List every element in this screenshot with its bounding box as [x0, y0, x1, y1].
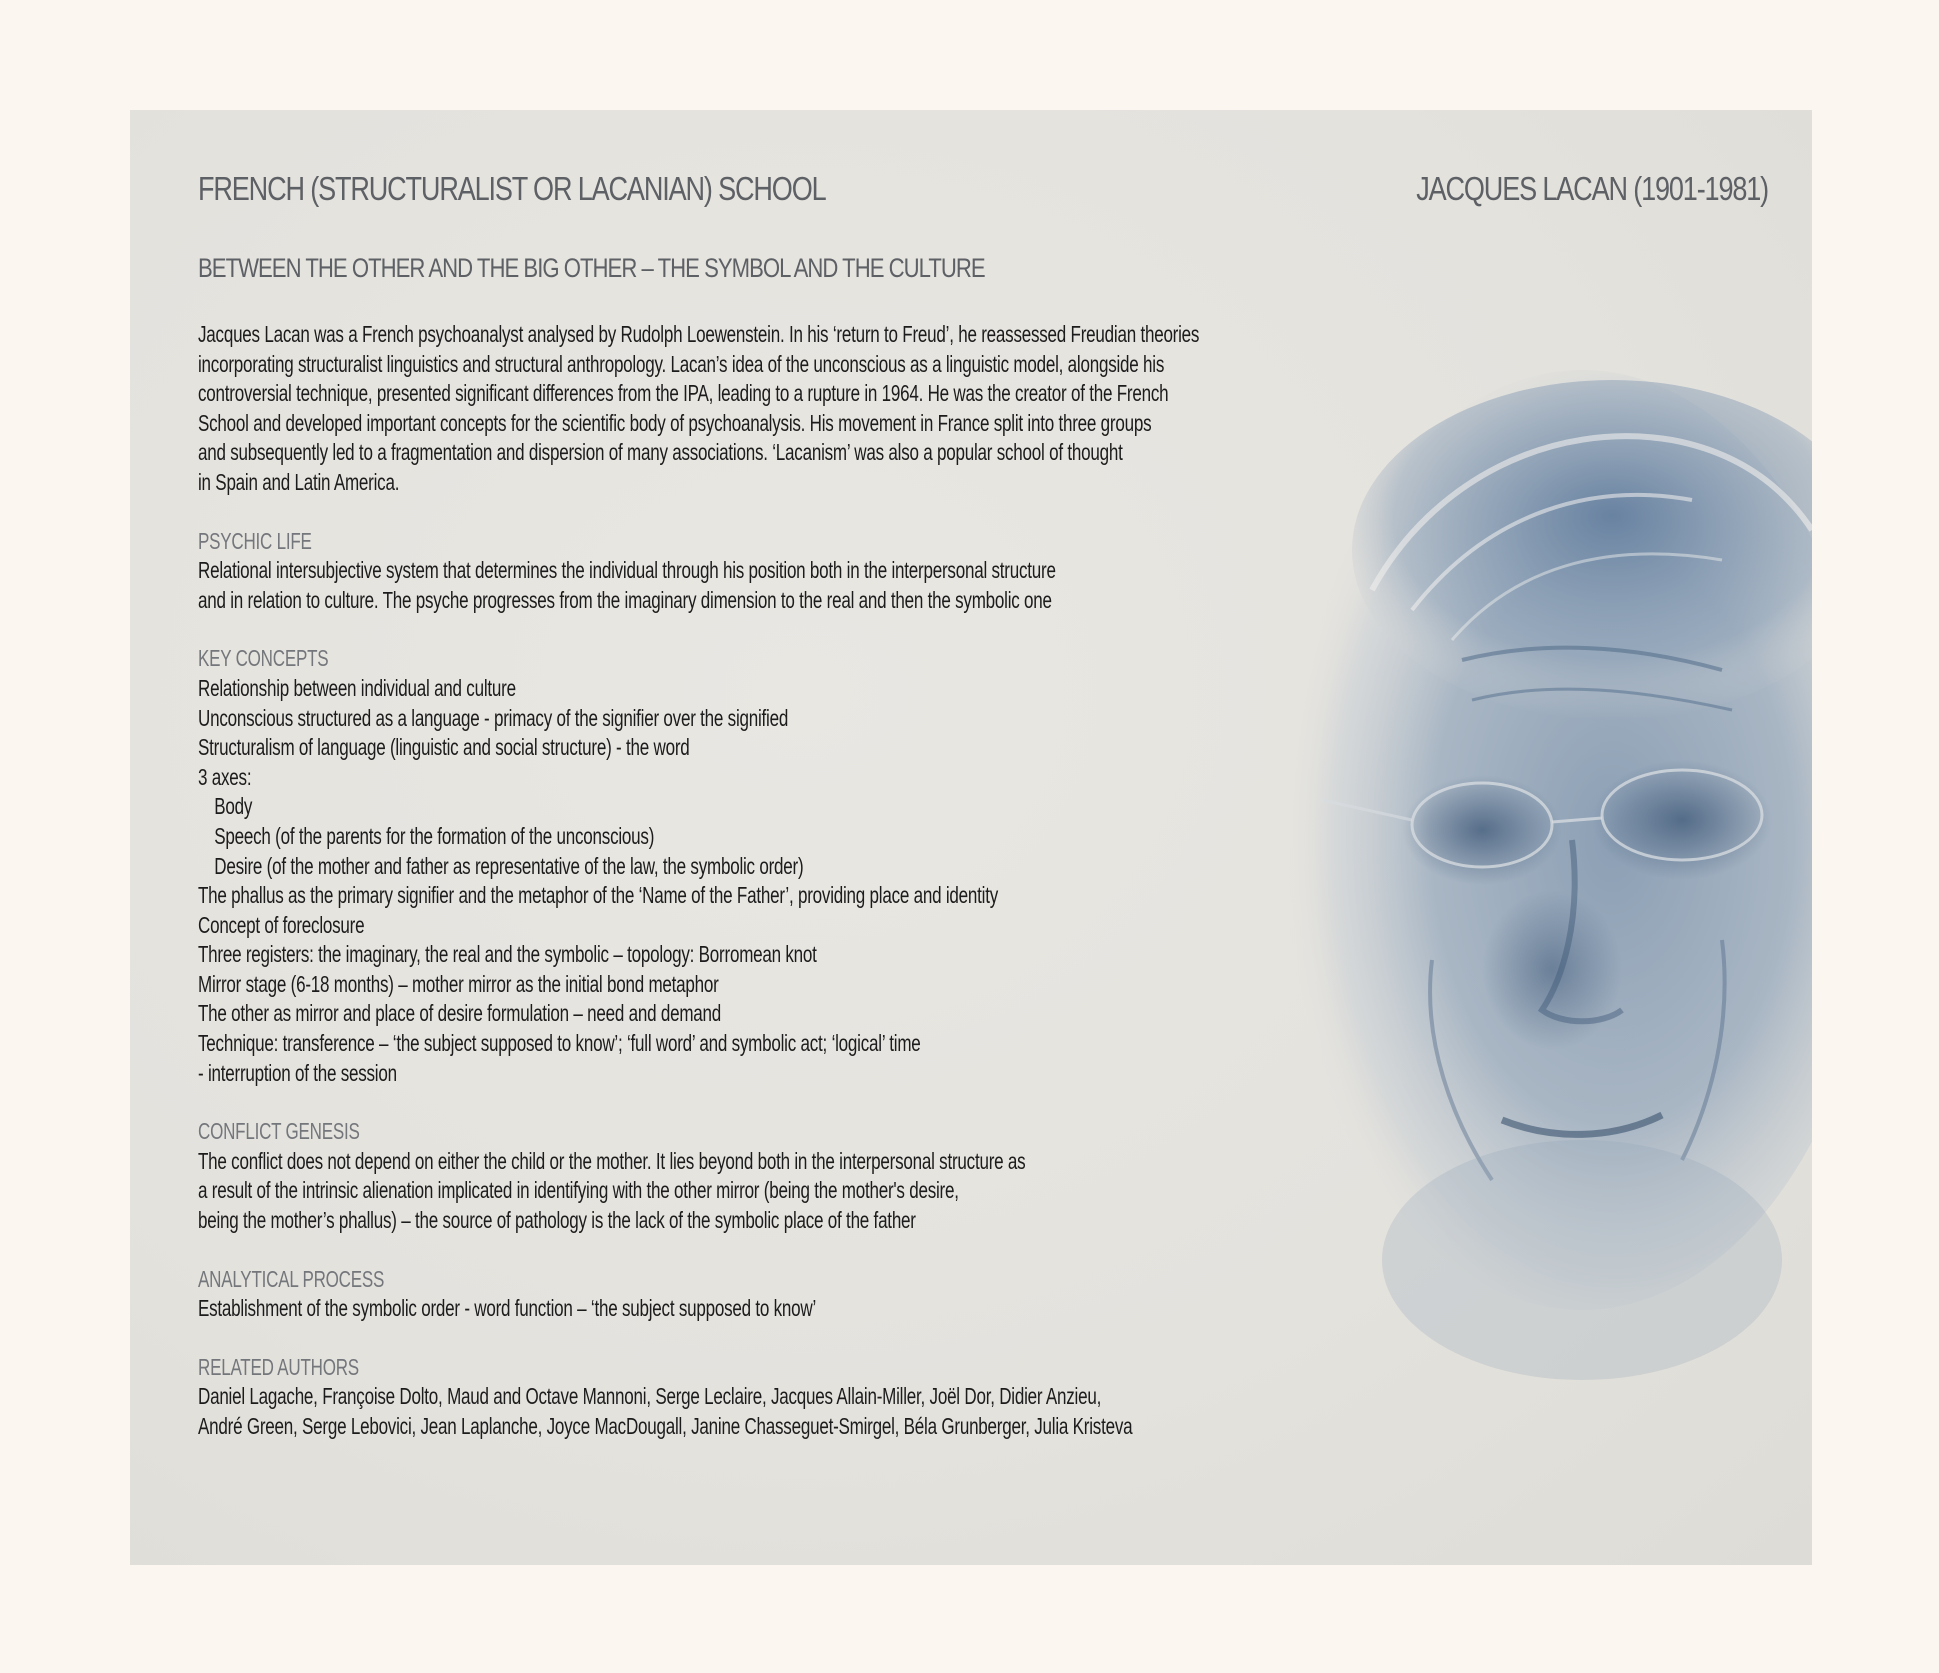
- section-title-analytical-process: ANALYTICAL PROCESS: [198, 1265, 385, 1292]
- section-line: and in relation to culture. The psyche progresses from the imaginary dimension to the real and then the symbolic one: [198, 586, 1052, 613]
- info-panel: [130, 110, 1812, 1565]
- intro-line: Jacques Lacan was a French psychoanalyst analysed by Rudolph Loewenstein. In his ‘return to Freud’, he reassessed Freudian theories: [198, 321, 1200, 347]
- section-line: Concept of foreclosure: [198, 911, 365, 938]
- section-line: Technique: transference – ‘the subject supposed to know’; ‘full word’ and symbolic act; ‘logical’ time: [198, 1030, 921, 1057]
- subtitle: BETWEEN THE OTHER AND THE BIG OTHER – THE SYMBOL AND THE CULTURE: [198, 253, 985, 283]
- intro-line: and subsequently led to a fragmentation and dispersion of many associations. ‘Lacanism’ was also a popular school of thought: [198, 439, 1123, 466]
- intro-paragraph: [198, 320, 1456, 498]
- section-line: Relational intersubjective system that determines the individual through his position both in the interpersonal structure: [198, 557, 1056, 584]
- section-line: Three registers: the imaginary, the real and the symbolic – topology: Borromean knot: [198, 941, 817, 968]
- section-line: - interruption of the session: [198, 1059, 397, 1086]
- section-line: a result of the intrinsic alienation implicated in identifying with the other mirror (being the mother's desire,: [198, 1177, 959, 1204]
- section-line: The other as mirror and place of desire formulation – need and demand: [198, 1000, 722, 1027]
- section-line: Relationship between individual and culture: [198, 674, 516, 701]
- section-line: The phallus as the primary signifier and the metaphor of the ‘Name of the Father’, providing place and identity: [198, 882, 999, 909]
- section-line: Unconscious structured as a language - primacy of the signifier over the signified: [198, 704, 789, 731]
- section-related-authors: [198, 1353, 1456, 1442]
- section-line: Mirror stage (6-18 months) – mother mirror as the initial bond metaphor: [198, 970, 719, 997]
- intro-line: in Spain and Latin America.: [198, 468, 400, 495]
- section-line-indented: Desire (of the mother and father as representative of the law, the symbolic order): [214, 852, 804, 879]
- section-line: Structuralism of language (linguistic and social structure) - the word: [198, 734, 690, 761]
- section-title-key-concepts: KEY CONCEPTS: [198, 645, 329, 672]
- section-line-indented: Speech (of the parents for the formation of the unconscious): [214, 822, 655, 849]
- section-line: 3 axes:: [198, 763, 252, 790]
- section-conflict-genesis: [198, 1117, 1456, 1235]
- intro-line: controversial technique, presented significant differences from the IPA, leading to a rupture in 1964. He was the creator of the French: [198, 380, 1169, 407]
- section-line: The conflict does not depend on either the child or the mother. It lies beyond both in the interpersonal structure as: [198, 1147, 1026, 1174]
- intro-line: School and developed important concepts for the scientific body of psychoanalysis. His movement in France split into three groups: [198, 409, 1152, 436]
- content-body: [198, 320, 1456, 1442]
- intro-line: incorporating structuralist linguistics and structural anthropology. Lacan’s idea of the unconscious as a linguistic model, alongside his: [198, 350, 1165, 377]
- author-title: JACQUES LACAN (1901-1981): [1416, 170, 1768, 207]
- section-key-concepts: [198, 644, 1456, 1088]
- section-title-related-authors: RELATED AUTHORS: [198, 1353, 359, 1380]
- section-line: André Green, Serge Lebovici, Jean Laplanche, Joyce MacDougall, Janine Chasseguet-Smirgel, Béla Grunberger, Julia Kristeva: [198, 1413, 1133, 1439]
- school-title: FRENCH (STRUCTURALIST OR LACANIAN) SCHOOL: [198, 170, 826, 207]
- section-line: Daniel Lagache, Françoise Dolto, Maud and Octave Mannoni, Serge Leclaire, Jacques Allain-Miller, Joël Dor, Didier Anzieu,: [198, 1383, 1102, 1410]
- section-title-psychic-life: PSYCHIC LIFE: [198, 527, 312, 554]
- section-line-indented: Body: [214, 793, 253, 820]
- section-line: being the mother’s phallus) – the source of pathology is the lack of the symbolic place of the father: [198, 1207, 916, 1234]
- section-analytical-process: [198, 1265, 1456, 1324]
- section-title-conflict-genesis: CONFLICT GENESIS: [198, 1118, 360, 1145]
- section-line: Establishment of the symbolic order - word function – ‘the subject supposed to know’: [198, 1295, 817, 1322]
- section-psychic-life: [198, 527, 1456, 616]
